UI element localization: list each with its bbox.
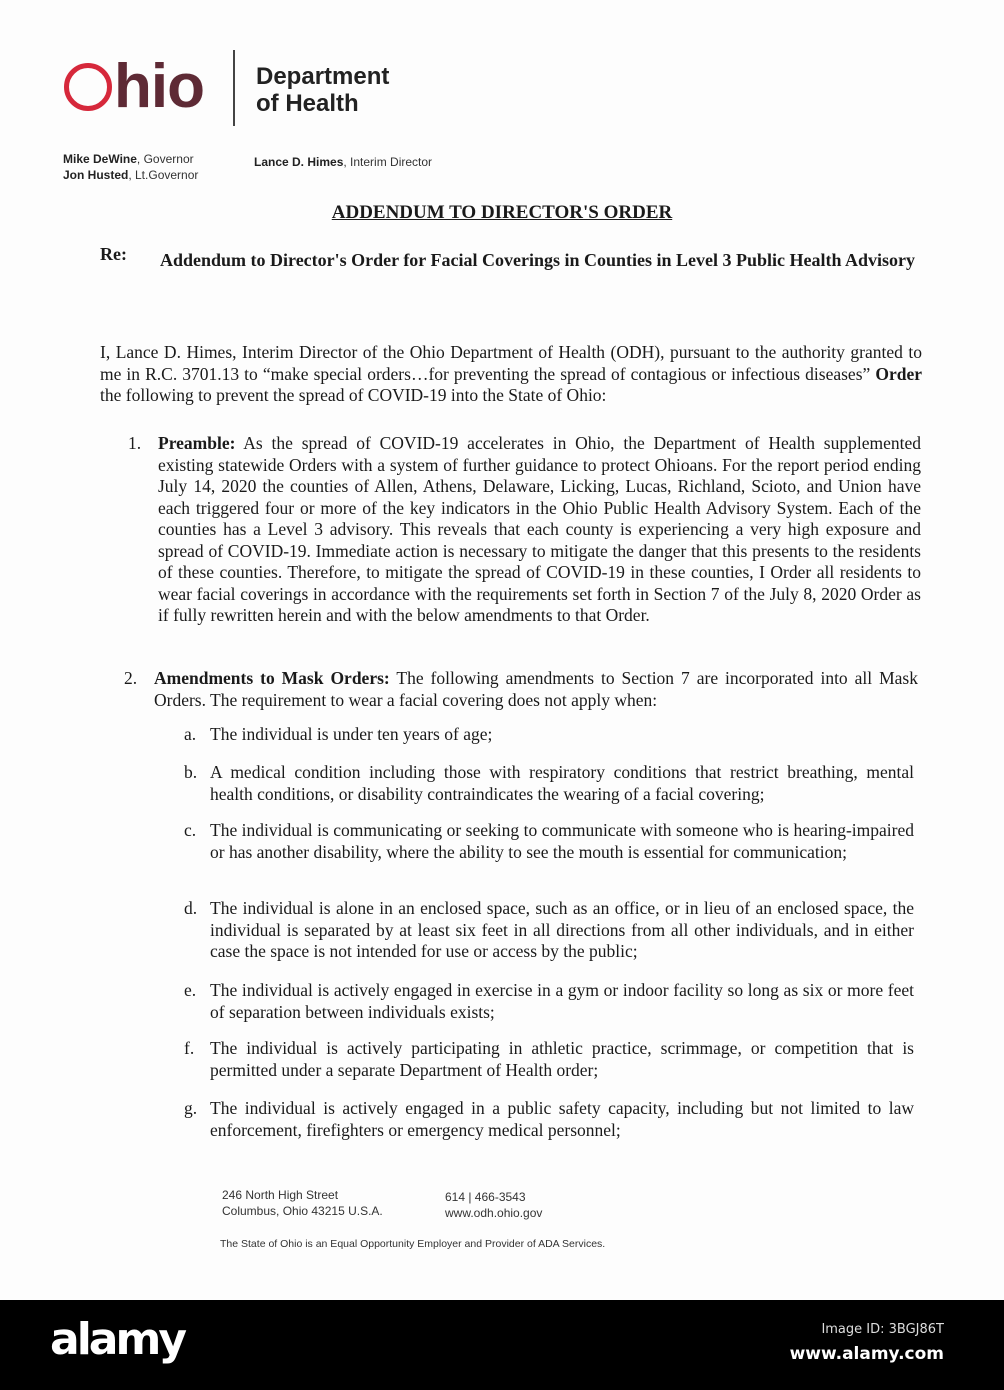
director-block xyxy=(254,154,432,170)
governor-block xyxy=(63,151,198,183)
item-preamble xyxy=(158,433,921,627)
alamy-site: www.alamy.com xyxy=(789,1344,944,1364)
image-id: Image ID: 3BGJ86T xyxy=(821,1322,944,1337)
ohio-logo xyxy=(64,52,204,121)
address-line1: 246 North High Street xyxy=(222,1188,339,1202)
intro-text-a: I, Lance D. Himes, Interim Director of the Ohio Department of Health (ODH), pursuant to the authority granted to me in R.C. 3701.13 to “make special orders…for preventing the spread of contagious or infectious diseases” xyxy=(100,342,922,384)
item-heading: Amendments to Mask Orders: xyxy=(154,668,390,688)
lt-governor-name: Jon Husted xyxy=(63,168,129,182)
logo-text: hio xyxy=(114,52,204,121)
alamy-logo: alamy xyxy=(50,1314,184,1365)
exemption-item: The individual is actively engaged in exercise in a gym or indoor facility so long as six or more feet of separation between individuals exists; xyxy=(210,980,914,1022)
exemption-letter: d. xyxy=(184,898,198,918)
dept-line2: of Health xyxy=(256,90,359,117)
exemption-letter: c. xyxy=(184,820,197,840)
director-title: , Interim Director xyxy=(343,155,433,169)
logo-divider xyxy=(233,50,235,126)
exemption-item: A medical condition including those with respiratory conditions that restrict breathing, mental health conditions, or disability contraindicates the wearing of a facial covering; xyxy=(210,762,914,804)
exemption-item: The individual is actively participating in athletic practice, scrimmage, or competition that is permitted under a separate Department of Health order; xyxy=(210,1038,914,1080)
intro-order: Order xyxy=(875,363,922,384)
footer-contact xyxy=(445,1189,542,1221)
item-text: As the spread of COVID-19 accelerates in Ohio, the Department of Health supplemented existing statewide Orders with a system of further guidance to protect Ohioans. For the report period ending July 14, 2020 the counties of Allen, Athens, Delaware, Licking, Lucas, Richland, Scioto, and Union have each triggered four or more of the key indicators in the Ohio Public Health Advisory System. Each of the counties has a Level 3 advisory. This reveals that each county is experiencing a very high exposure and spread of COVID-19. Immediate action is necessary to mitigate the danger that this presents to the residents of these counties. Therefore, to mitigate the spread of COVID-19 in these counties, I Order all residents to wear facial coverings in accordance with the requirements set forth in Section 7 of the July 8, 2020 Order as if fully rewritten herein and with the below amendments to that Order. xyxy=(158,433,921,625)
item-number: 2. xyxy=(124,668,138,688)
intro-text-b: the following to prevent the spread of COVID-19 into the State of Ohio: xyxy=(100,385,607,405)
exemption-item: The individual is communicating or seeking to communicate with someone who is hearing-impaired or has another disability, where the ability to see the mouth is essential for communication; xyxy=(210,820,914,862)
item-heading: Preamble: xyxy=(158,433,236,453)
item-number: 1. xyxy=(128,433,142,453)
logo-o-ring xyxy=(64,63,112,111)
governor-name: Mike DeWine xyxy=(63,152,137,166)
exemption-letter: f. xyxy=(184,1038,195,1058)
item-amendments xyxy=(154,668,918,711)
department-name xyxy=(256,63,389,117)
governor-title: , Governor xyxy=(136,152,194,166)
exemption-letter: e. xyxy=(184,980,197,1000)
document-title: ADDENDUM TO DIRECTOR'S ORDER xyxy=(331,202,673,223)
exemption-letter: a. xyxy=(184,724,197,744)
exemption-item: The individual is alone in an enclosed space, such as an office, or in lieu of an enclosed space, the individual is separated by at least six feet in all directions from all other individuals, and in either case the space is not intended for use or access by the public; xyxy=(210,898,914,961)
watermark-bar xyxy=(0,1300,1004,1390)
re-label: Re: xyxy=(100,244,127,264)
exemption-item: The individual is actively engaged in a public safety capacity, including but not limited to law enforcement, firefighters or emergency medical personnel; xyxy=(210,1098,914,1140)
item-text: The following amendments to Section 7 are incorporated into all Mask Orders. The requirement to wear a facial covering does not apply when: xyxy=(154,668,918,710)
dept-line1: Department xyxy=(256,63,390,90)
exemption-letter: b. xyxy=(184,762,198,782)
footer-address xyxy=(222,1187,383,1219)
exemption-letter: g. xyxy=(184,1098,198,1118)
re-subject: Addendum to Director's Order for Facial Coverings in Counties in Level 3 Public Health Advisory xyxy=(160,250,915,270)
intro-paragraph xyxy=(100,342,922,407)
phone: 614 | 466-3543 xyxy=(445,1190,526,1204)
director-name: Lance D. Himes xyxy=(254,155,344,169)
website-link[interactable]: www.odh.ohio.gov xyxy=(445,1206,543,1220)
address-line2: Columbus, Ohio 43215 U.S.A. xyxy=(222,1204,383,1218)
eoe-statement: The State of Ohio is an Equal Opportunity Employer and Provider of ADA Services. xyxy=(220,1238,606,1250)
exemption-item: The individual is under ten years of age; xyxy=(210,724,493,744)
lt-governor-title: , Lt.Governor xyxy=(128,168,199,182)
